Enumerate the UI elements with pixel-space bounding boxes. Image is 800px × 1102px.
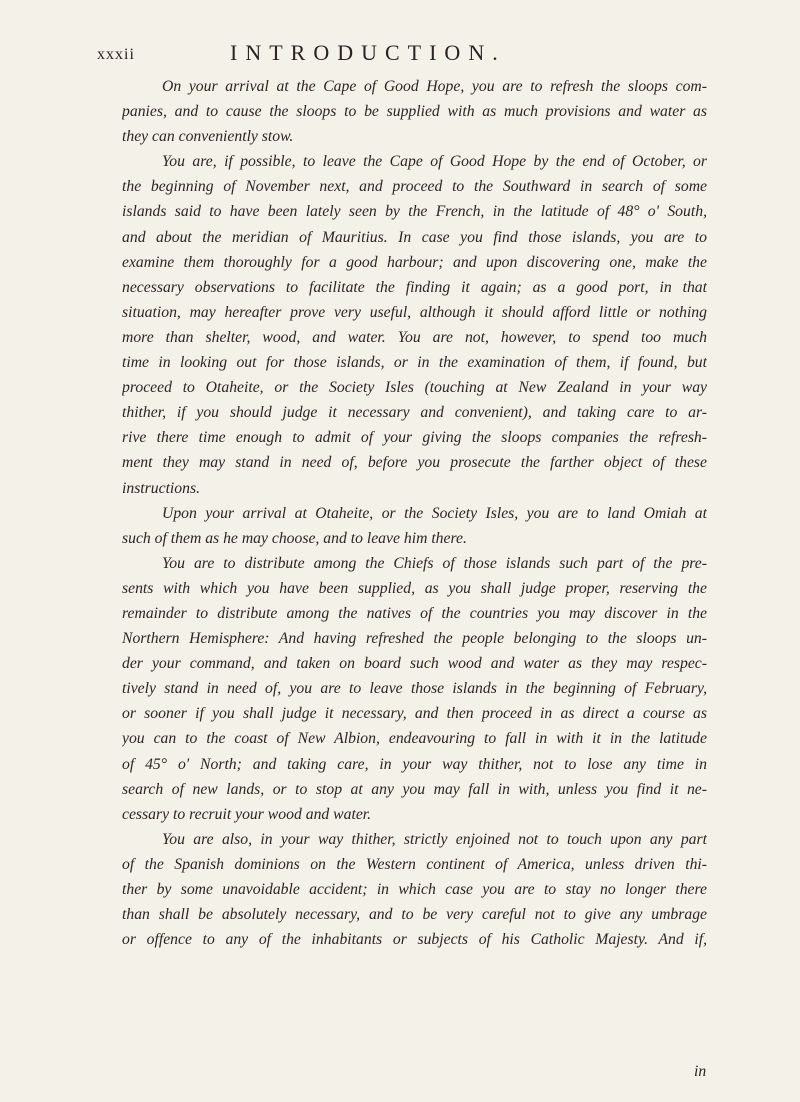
text-line: instructions. <box>122 479 201 497</box>
text-line: You are also, in your way thither, strictly enjoined not to touch upon any part <box>162 830 707 848</box>
text-line: you can to the coast of New Albion, endeavouring to fall in with it in the latitude <box>122 730 707 748</box>
page-number: xxxii <box>97 46 135 63</box>
text-line: You are to distribute among the Chiefs of those islands such part of the pre- <box>162 554 707 572</box>
text-line: ther by some unavoidable accident; in which case you are to stay no longer there <box>122 881 707 898</box>
text-line: or offence to any of the inhabitants or subjects of his Catholic Majesty. And if, <box>122 931 707 949</box>
text-line: time in looking out for those islands, or in the examination of them, if found, but <box>122 354 707 372</box>
text-line: sents with which you have been supplied, as you shall judge proper, reserving the <box>122 579 707 597</box>
text-line: Upon your arrival at Otaheite, or the Society Isles, you are to land Omiah at <box>162 504 707 522</box>
text-line: Northern Hemisphere: And having refreshed the people belonging to the sloops un- <box>122 630 707 648</box>
text-line: ment they may stand in need of, before you prosecute the farther object of these <box>122 454 707 472</box>
text-line: cessary to recruit your wood and water. <box>122 805 372 823</box>
text-line: proceed to Otaheite, or the Society Isles (touching at New Zealand in your way <box>122 379 707 397</box>
text-line: tively stand in need of, you are to leave those islands in the beginning of February, <box>122 680 707 698</box>
text-line: islands said to have been lately seen by the French, in the latitude of 48° o' South, <box>122 203 707 221</box>
text-line: of 45° o' North; and taking care, in your way thither, not to lose any time in <box>122 755 707 773</box>
text-line: remainder to distribute among the natives of the countries you may discover in the <box>122 604 707 622</box>
text-line: necessary observations to facilitate the finding it again; as a good port, in that <box>122 278 707 296</box>
text-line: panies, and to cause the sloops to be supplied with as much provisions and water as <box>122 103 707 121</box>
text-line: On your arrival at the Cape of Good Hope, you are to refresh the sloops com- <box>162 78 707 95</box>
catchword: in <box>694 1063 707 1080</box>
text-line: search of new lands, or to stop at any you may fall in with, unless you find it ne- <box>122 780 707 798</box>
body-text <box>122 74 707 952</box>
text-line: they can conveniently stow. <box>122 128 294 146</box>
text-line: than shall be absolutely necessary, and to be very careful not to give any umbrage <box>122 906 707 924</box>
text-line: such of them as he may choose, and to leave him there. <box>122 529 467 547</box>
text-line: thither, if you should judge it necessary and convenient), and taking care to ar- <box>122 404 707 422</box>
text-line: more than shelter, wood, and water. You are not, however, to spend too much <box>122 328 707 346</box>
text-line: or sooner if you shall judge it necessary, and then proceed in as direct a course as <box>122 705 707 723</box>
text-line: examine them thoroughly for a good harbour; and upon discovering one, make the <box>122 253 707 271</box>
running-head: INTRODUCTION. <box>230 40 506 65</box>
text-line: and about the meridian of Mauritius. In case you find those islands, you are to <box>122 228 707 246</box>
text-line: situation, may hereafter prove very useful, although it should afford little or nothing <box>122 303 707 321</box>
text-line: of the Spanish dominions on the Western continent of America, unless driven thi- <box>122 855 707 873</box>
text-line: the beginning of November next, and proceed to the Southward in search of some <box>122 178 707 196</box>
text-line: You are, if possible, to leave the Cape of Good Hope by the end of October, or <box>162 153 707 171</box>
text-line: der your command, and taken on board such wood and water as they may respec- <box>122 655 707 673</box>
text-line: rive there time enough to admit of your giving the sloops companies the refresh- <box>122 429 707 447</box>
